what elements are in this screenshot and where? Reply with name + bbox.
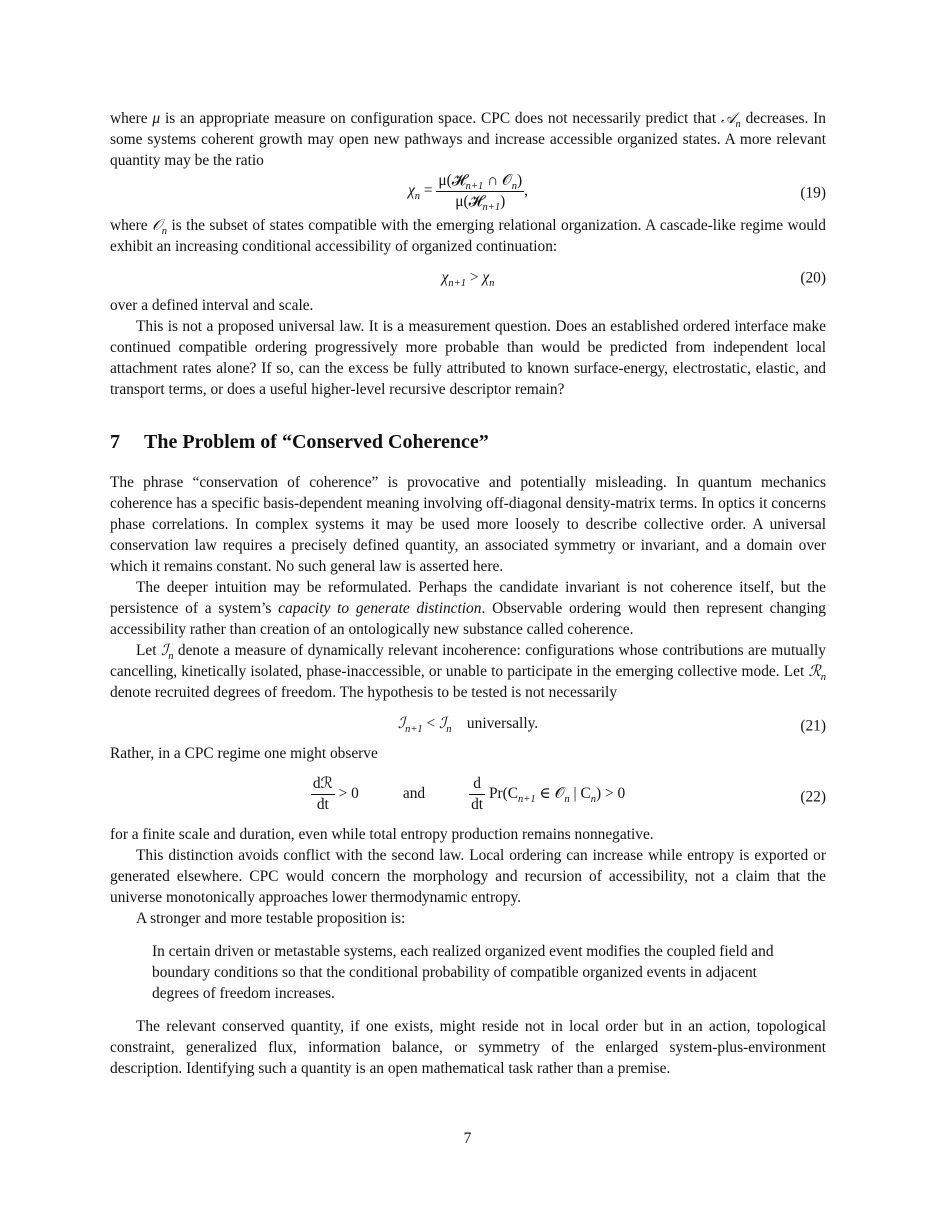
equation-number: (22) xyxy=(800,788,826,806)
symbol-mu: μ xyxy=(152,110,161,127)
paragraph-conserved-quantity: The relevant conserved quantity, if one exists, might reside not in local order but in an action, topological constraint, generalized flux, information balance, or symmetry of the enlarged system-plus-environment description. Identifying such a quantity is an open mathematical task rather than a premise. xyxy=(110,1018,826,1077)
equation-number: (21) xyxy=(800,717,826,735)
paragraph-proposition-intro: A stronger and more testable proposition is: xyxy=(136,910,406,927)
equation-19-fraction: $\frac{\mu(𝓗_{n+1} \cap 𝒪_n)}{\mu(𝓗_{n+1})}$ xyxy=(438,172,523,214)
paragraph-intuition: The deeper intuition may be reformulated. Perhaps the candidate invariant is not coherence itself, but the persistence of a system’s capacity to generate distinction. Observable ordering would then represent changing accessibility rather than creation of an ontologically new substance called coherence. xyxy=(110,579,826,638)
paper-page xyxy=(110,108,826,1079)
page-number: 7 xyxy=(463,1130,472,1147)
paragraph-rather: Rather, in a CPC regime one might observe xyxy=(110,745,378,762)
equation-22: $\frac{\text{dℛ}}{dt}$ > 0 and $\frac{d}{dt}$ $Pr(C_{n+1}$ ∈ 𝒪$_n$ | $C_n) > 0$ (22) xyxy=(312,775,826,813)
paragraph-conservation: The phrase “conservation of coherence” is provocative and potentially misleading. In quantum mechanics coherence has a specific basis-dependent meaning involving off-diagonal density-matrix terms. In optics it concerns phase correlations. In complex systems it may be used more loosely to describe collective order. A universal conservation law requires a precisely defined quantity, an associated symmetry or invariant, and a domain over which it remains constant. No such general law is asserted here. xyxy=(110,474,826,575)
paragraph-subset: where 𝒪$_n$ is the subset of states compatible with the emerging relational organization. A cascade-like regime would exhibit an increasing conditional accessibility of organized continuation: xyxy=(110,217,826,255)
paragraph-interval: over a defined interval and scale. xyxy=(110,297,314,314)
section-heading: 7 The Problem of “Conserved Coherence” xyxy=(110,431,489,453)
equation-number: (19) xyxy=(800,184,826,202)
equation-21: ℐ$_{n+1}$ < ℐ$_n$ universally. (21) xyxy=(397,715,826,736)
paragraph-incoherence: Let ℐ$_n$ denote a measure of dynamically relevant incoherence: configurations whose contributions are mutually cancelling, kinetically isolated, phase-inaccessible, or unable to participate in the emerging collective mode. Let ℛ$_n$ denote recruited degrees of freedom. The hypothesis to be tested is not necessarily xyxy=(110,642,827,701)
equation-19: $\chi_n$ = $\frac{\mu(𝓗_{n+1} \cap 𝒪_n)}{\mu(𝓗_{n+1})}$ , (19) xyxy=(407,172,826,214)
paragraph-finite-scale: for a finite scale and duration, even while total entropy production remains nonnegative. xyxy=(110,826,654,843)
paragraph-measurement-question: This is not a proposed universal law. It is a measurement question. Does an established ordered interface make continued compatible ordering progressively more probable than would be predicted from independent local attachment rates alone? If so, can the excess be fully attributed to known surface-energy, electrostatic, elastic, and transport terms, or does a useful higher-level recursive descriptor remain? xyxy=(110,318,826,398)
symbol-An: 𝒜 xyxy=(720,110,736,127)
equation-number: (20) xyxy=(800,269,826,287)
proposition-quote: In certain driven or metastable systems, each realized organized event modifies the coupled field and boundary conditions so that the conditional probability of compatible organized events in adjacent degrees of freedom increases. xyxy=(152,943,774,1002)
paragraph-second-law: This distinction avoids conflict with the second law. Local ordering can increase while entropy is exported or generated elsewhere. CPC would concern the morphology and recursion of accessibility, not a claim that the universe monotonically approaches lower thermodynamic entropy. xyxy=(110,847,826,906)
paragraph-measure: where μ is an appropriate measure on configuration space. CPC does not necessarily predict that 𝒜$_n$ decreases. In some systems coherent growth may open new pathways and increase accessible organized states. A more relevant quantity may be the ratio xyxy=(110,110,826,169)
equation-20: $\chi_{n+1} > \chi_n$ (20) xyxy=(441,269,826,290)
